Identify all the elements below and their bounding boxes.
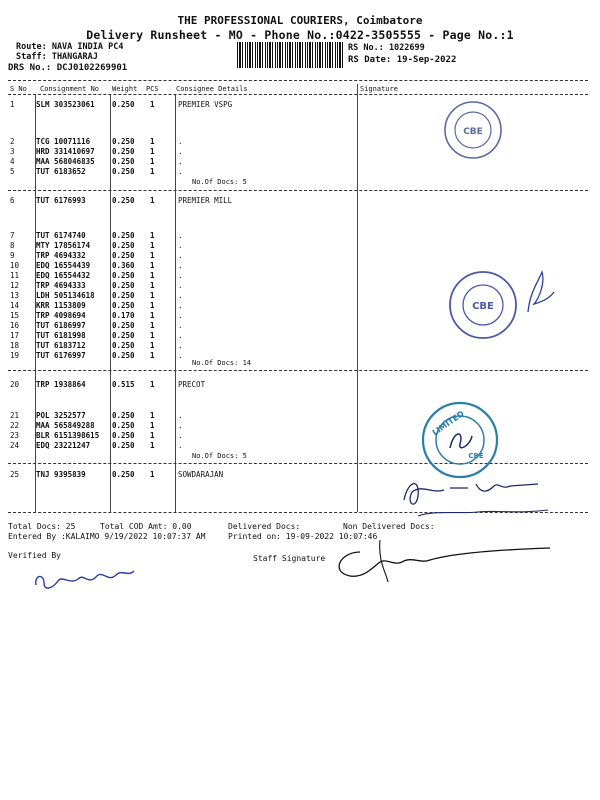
consignee-name: . [178,241,183,250]
pieces-count: 1 [150,281,155,290]
table-row [0,157,600,167]
pieces-count: 1 [150,100,155,109]
consignment-number: TRP 4694333 [36,281,86,290]
consignment-number: TRP 4098694 [36,311,86,320]
serial-number: 5 [10,167,15,176]
serial-number: 18 [10,341,20,350]
consignee-name: . [178,441,183,450]
pieces-count: 1 [150,411,155,420]
consignment-number: TNJ 9395839 [36,470,86,479]
consignment-number: TUT 6181998 [36,331,86,340]
route-label: Route: NAVA INDIA PC4 [16,42,124,52]
svg-text:CBE: CBE [463,127,483,137]
consignee-name: . [178,351,183,360]
group-divider [8,370,588,371]
entered-by: Entered By :KALAIMO 9/19/2022 10:07:37 AM [8,532,206,541]
consignee-name: . [178,231,183,240]
consignment-number: TUT 6183712 [36,341,86,350]
serial-number: 13 [10,291,20,300]
serial-number: 4 [10,157,15,166]
consignee-name: . [178,311,183,320]
weight-value: 0.250 [112,231,135,240]
pieces-count: 1 [150,157,155,166]
pieces-count: 1 [150,291,155,300]
pieces-count: 1 [150,331,155,340]
printed-on: Printed on: 19-09-2022 10:07:46 [228,532,378,541]
serial-number: 25 [10,470,20,479]
weight-value: 0.250 [112,196,135,205]
table-row [0,251,600,261]
consignee-name: . [178,301,183,310]
col-weight: Weight [112,85,138,93]
pieces-count: 1 [150,261,155,270]
weight-value: 0.250 [112,441,135,450]
svg-text:LIMITED: LIMITED [430,409,466,438]
weight-value: 0.250 [112,271,135,280]
consignment-number: TUT 6176993 [36,196,86,205]
rs-date: RS Date: 19-Sep-2022 [348,55,457,65]
serial-number: 9 [10,251,15,260]
serial-number: 3 [10,147,15,156]
consignment-number: MAA 565849288 [36,421,95,430]
weight-value: 0.250 [112,100,135,109]
pieces-count: 1 [150,231,155,240]
serial-number: 6 [10,196,15,205]
consignment-number: LDH 505134618 [36,291,95,300]
consignee-name: . [178,411,183,420]
drs-number: DRS No.: DCJ0102269901 [8,63,128,73]
consignment-number: TUT 6176997 [36,351,86,360]
consignment-number: KRR 1153809 [36,301,86,310]
weight-value: 0.515 [112,380,135,389]
weight-value: 0.250 [112,147,135,156]
table-row [0,441,600,451]
serial-number: 8 [10,241,15,250]
table-row [0,411,600,421]
handwritten-signature [320,532,560,592]
table-row [0,351,600,361]
group-doc-count: No.Of Docs: 5 [192,452,247,460]
group-divider [8,463,588,464]
weight-value: 0.250 [112,341,135,350]
table-row [0,100,600,110]
col-pcs: PCS [146,85,159,93]
serial-number: 11 [10,271,20,280]
weight-value: 0.250 [112,421,135,430]
consignment-number: TCG 10071116 [36,137,91,146]
serial-number: 14 [10,301,20,310]
company-seal-stamp [443,100,503,160]
consignee-name: PRECOT [178,380,206,389]
pieces-count: 1 [150,431,155,440]
weight-value: 0.250 [112,431,135,440]
table-row [0,421,600,431]
consignee-name: . [178,157,183,166]
barcode [237,42,343,68]
consignment-number: TUT 6183652 [36,167,86,176]
table-row [0,147,600,157]
divider [8,94,588,95]
pieces-count: 1 [150,251,155,260]
serial-number: 24 [10,441,20,450]
pieces-count: 1 [150,241,155,250]
serial-number: 12 [10,281,20,290]
table-row [0,167,600,177]
total-cod: Total COD Amt: 0.00 [100,522,192,531]
company-seal-stamp [420,400,500,480]
runsheet-subtitle: Delivery Runsheet - MO - Phone No.:0422-3505555 - Page No.:1 [86,28,514,42]
weight-value: 0.250 [112,251,135,260]
consignee-name: PREMIER VSPG [178,100,233,109]
delivered-docs: Delivered Docs: [228,522,301,531]
pieces-count: 1 [150,147,155,156]
svg-text:CBE: CBE [472,301,494,312]
table-row [0,231,600,241]
consignment-number: SLM 303523061 [36,100,95,109]
weight-value: 0.250 [112,281,135,290]
weight-value: 0.250 [112,157,135,166]
staff-label: Staff: THANGARAJ [16,52,98,62]
non-delivered-docs: Non Delivered Docs: [343,522,435,531]
consignee-name: . [178,281,183,290]
pieces-count: 1 [150,311,155,320]
weight-value: 0.250 [112,331,135,340]
weight-value: 0.250 [112,351,135,360]
group-doc-count: No.Of Docs: 5 [192,178,247,186]
group-doc-count: No.Of Docs: 14 [192,359,252,367]
pieces-count: 1 [150,351,155,360]
consignee-name: PREMIER MILL [178,196,233,205]
serial-number: 22 [10,421,20,430]
pieces-count: 1 [150,421,155,430]
pieces-count: 1 [150,301,155,310]
col-consignee: Consignee Details [176,85,248,93]
pieces-count: 1 [150,167,155,176]
weight-value: 0.170 [112,311,135,320]
serial-number: 23 [10,431,20,440]
serial-number: 2 [10,137,15,146]
divider [8,80,588,81]
table-row [0,241,600,251]
handwritten-signature [398,470,558,522]
consignee-name: SOWDARAJAN [178,470,224,479]
consignee-name: . [178,341,183,350]
consignment-number: TRP 4694332 [36,251,86,260]
pieces-count: 1 [150,196,155,205]
group-divider [8,190,588,191]
rs-number: RS No.: 1022699 [348,43,425,53]
col-sno: S No [10,85,27,93]
pieces-count: 1 [150,321,155,330]
consignment-number: EDQ 16554432 [36,271,91,280]
serial-number: 15 [10,311,20,320]
table-row [0,380,600,390]
pieces-count: 1 [150,470,155,479]
consignee-name: . [178,251,183,260]
table-row [0,431,600,441]
weight-value: 0.250 [112,241,135,250]
pieces-count: 1 [150,380,155,389]
staff-signature-label: Staff Signature [253,554,326,563]
weight-value: 0.250 [112,167,135,176]
weight-value: 0.250 [112,301,135,310]
consignee-name: . [178,137,183,146]
weight-value: 0.250 [112,291,135,300]
weight-value: 0.250 [112,470,135,479]
svg-text:CBE: CBE [468,452,484,460]
serial-number: 19 [10,351,20,360]
weight-value: 0.250 [112,137,135,146]
table-row [0,341,600,351]
serial-number: 1 [10,100,15,109]
consignment-number: BLR 6151398615 [36,431,100,440]
serial-number: 16 [10,321,20,330]
table-row [0,137,600,147]
consignee-name: . [178,261,183,270]
weight-value: 0.250 [112,411,135,420]
verified-by-label: Verified By [8,551,61,560]
consignee-name: . [178,271,183,280]
col-signature: Signature [360,85,398,93]
consignment-number: TRP 1938864 [36,380,86,389]
consignment-number: TUT 6186997 [36,321,86,330]
consignment-number: POL 3252577 [36,411,86,420]
consignment-number: EDQ 23221247 [36,441,91,450]
pieces-count: 1 [150,271,155,280]
page-title: THE PROFESSIONAL COURIERS, Coimbatore [177,14,423,27]
consignee-name: . [178,321,183,330]
consignee-name: . [178,167,183,176]
serial-number: 7 [10,231,15,240]
serial-number: 20 [10,380,20,389]
consignment-number: EDQ 16554439 [36,261,91,270]
pieces-count: 1 [150,441,155,450]
consignment-number: MTY 17856174 [36,241,91,250]
serial-number: 10 [10,261,20,270]
pieces-count: 1 [150,137,155,146]
consignment-number: TUT 6174740 [36,231,86,240]
weight-value: 0.250 [112,321,135,330]
consignee-name: . [178,147,183,156]
consignment-number: MAA 568046835 [36,157,95,166]
table-row [0,196,600,206]
serial-number: 21 [10,411,20,420]
company-seal-stamp [448,270,518,340]
handwritten-signature [520,262,560,322]
consignee-name: . [178,421,183,430]
weight-value: 0.360 [112,261,135,270]
consignee-name: . [178,291,183,300]
handwritten-signature [30,563,140,599]
col-consignment: Consignment No [40,85,100,93]
consignee-name: . [178,331,183,340]
consignment-number: HRD 331410697 [36,147,95,156]
total-docs: Total Docs: 25 [8,522,76,531]
serial-number: 17 [10,331,20,340]
pieces-count: 1 [150,341,155,350]
consignee-name: . [178,431,183,440]
